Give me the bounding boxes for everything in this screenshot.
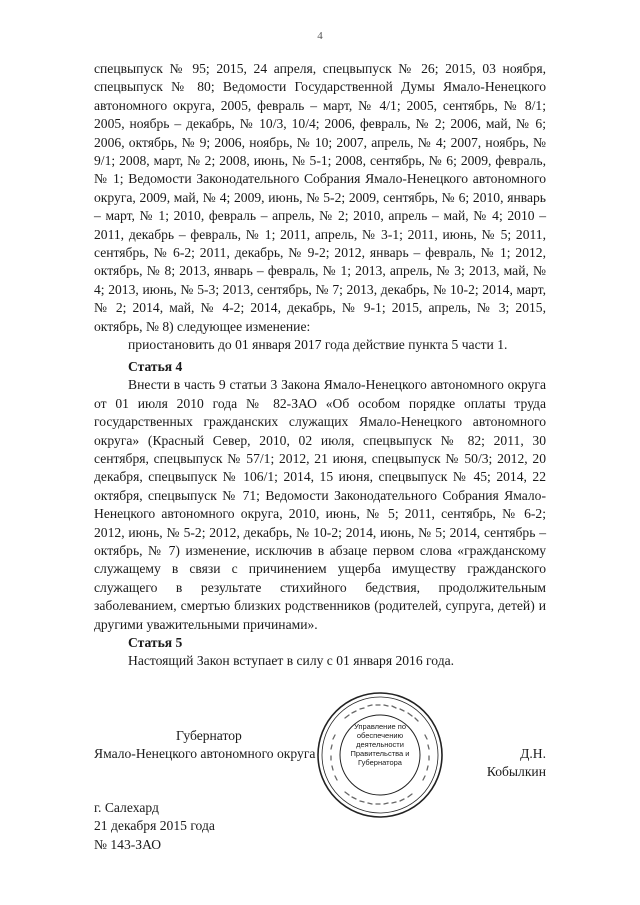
article-5-text: Настоящий Закон вступает в силу с 01 января 2016 года. [128, 653, 455, 669]
footer-law-number: № 143-ЗАО [94, 836, 162, 852]
stamp-inner-text: Управление по обеспечению деятельности Правительства и Губернатора [350, 722, 410, 767]
page-number: 4 [317, 30, 323, 42]
article-4-text: Внести в часть 9 статьи 3 Закона Ямало-Ненецкого автономного округа от 01 июля 2010 года № 82-ЗАО «Об особом порядке оплаты труда государственных гражданских служащих Ямало-Ненецкого автономного округа» (Красный Север, 2010, 02 июля, спецвыпуск № 82; 2011, 30 сентября, спецвыпуск № 57/1; 2012, 21 июня, спецвыпуск № 50/3; 2012, 20 декабря, спецвыпуск № 106/1; 2014, 15 июня, спецвыпуск № 45; 2014, 22 октября, спецвыпуск № 71; Ведомости Законодательного Собрания Ямало-Ненецкого автономного округа, 2010, июнь, № 5; 2011, сентябрь, № 6-2; 2012, июнь, № 5-2; 2012, декабрь, № 10-2; 2014, июнь, № 5; 2014, сентябрь – октябрь, № 7) изменение, исключив в абзаце первом слова «гражданскому служащему в связи с причинением ущерба имуществу гражданского служащего в результате стихийного бедствия, продолжительным заболеванием, смертью близких родственников (родителей, супруга, детей) и другими уважительными причинами». [94, 377, 546, 632]
governor-region: Ямало-Ненецкого автономного округа [94, 746, 316, 761]
footer-date: 21 декабря 2015 года [94, 818, 215, 834]
document-footer [94, 799, 215, 854]
footer-city: г. Салехард [94, 800, 159, 815]
governor-title: Губернатор [176, 728, 242, 743]
suspend-paragraph: приостановить до 01 января 2017 года действие пункта 5 части 1. [128, 337, 508, 353]
governor-name: Д.Н. Кобылкин [486, 746, 546, 780]
article-4-block [94, 358, 546, 634]
article-4-heading: Статья 4 [128, 359, 183, 374]
law-continuation-block [94, 60, 546, 355]
article-5-heading: Статья 5 [128, 635, 183, 650]
continuation-paragraph: спецвыпуск № 95; 2015, 24 апреля, спецвыпуск № 26; 2015, 03 ноября, спецвыпуск № 80; Ведомости Государственной Думы Ямало-Ненецкого автономного округа, 2005, февраль – март, № 4/1; 2005, сентябрь, № 8/1; 2005, ноябрь – декабрь, № 10/3, 10/4; 2006, февраль, № 2; 2006, май, № 6; 2006, октябрь, № 9; 2006, ноябрь, № 10; 2007, апрель, № 4; 2007, ноябрь, № 9/1; 2008, март, № 2; 2008, июнь, № 5-1; 2008, сентябрь, № 6; 2009, февраль, № 1; Ведомости Законодательного Собрания Ямало-Ненецкого автономного округа, 2009, май, № 4; 2009, июнь, № 5-2; 2009, сентябрь, № 6; 2010, январь – март, № 1; 2010, февраль – апрель, № 2; 2010, апрель – май, № 4; 2010 – 2011, декабрь – февраль, № 1; 2011, апрель, № 3-1; 2011, июнь, № 5; 2011, сентябрь, № 6-2; 2011, декабрь, № 9-2; 2012, январь – февраль, № 1; 2012, октябрь, № 8; 2013, январь – февраль, № 1; 2013, апрель, № 3; 2013, май, № 4; 2013, июнь, № 5-3; 2013, сентябрь, № 7; 2013, декабрь, № 10-2; 2014, март, № 2; 2014, май, № 4-2; 2014, декабрь, № 9-1; 2015, апрель, № 3; 2015, октябрь, № 8) следующее изменение: [94, 61, 546, 334]
article-5-block [94, 634, 546, 671]
